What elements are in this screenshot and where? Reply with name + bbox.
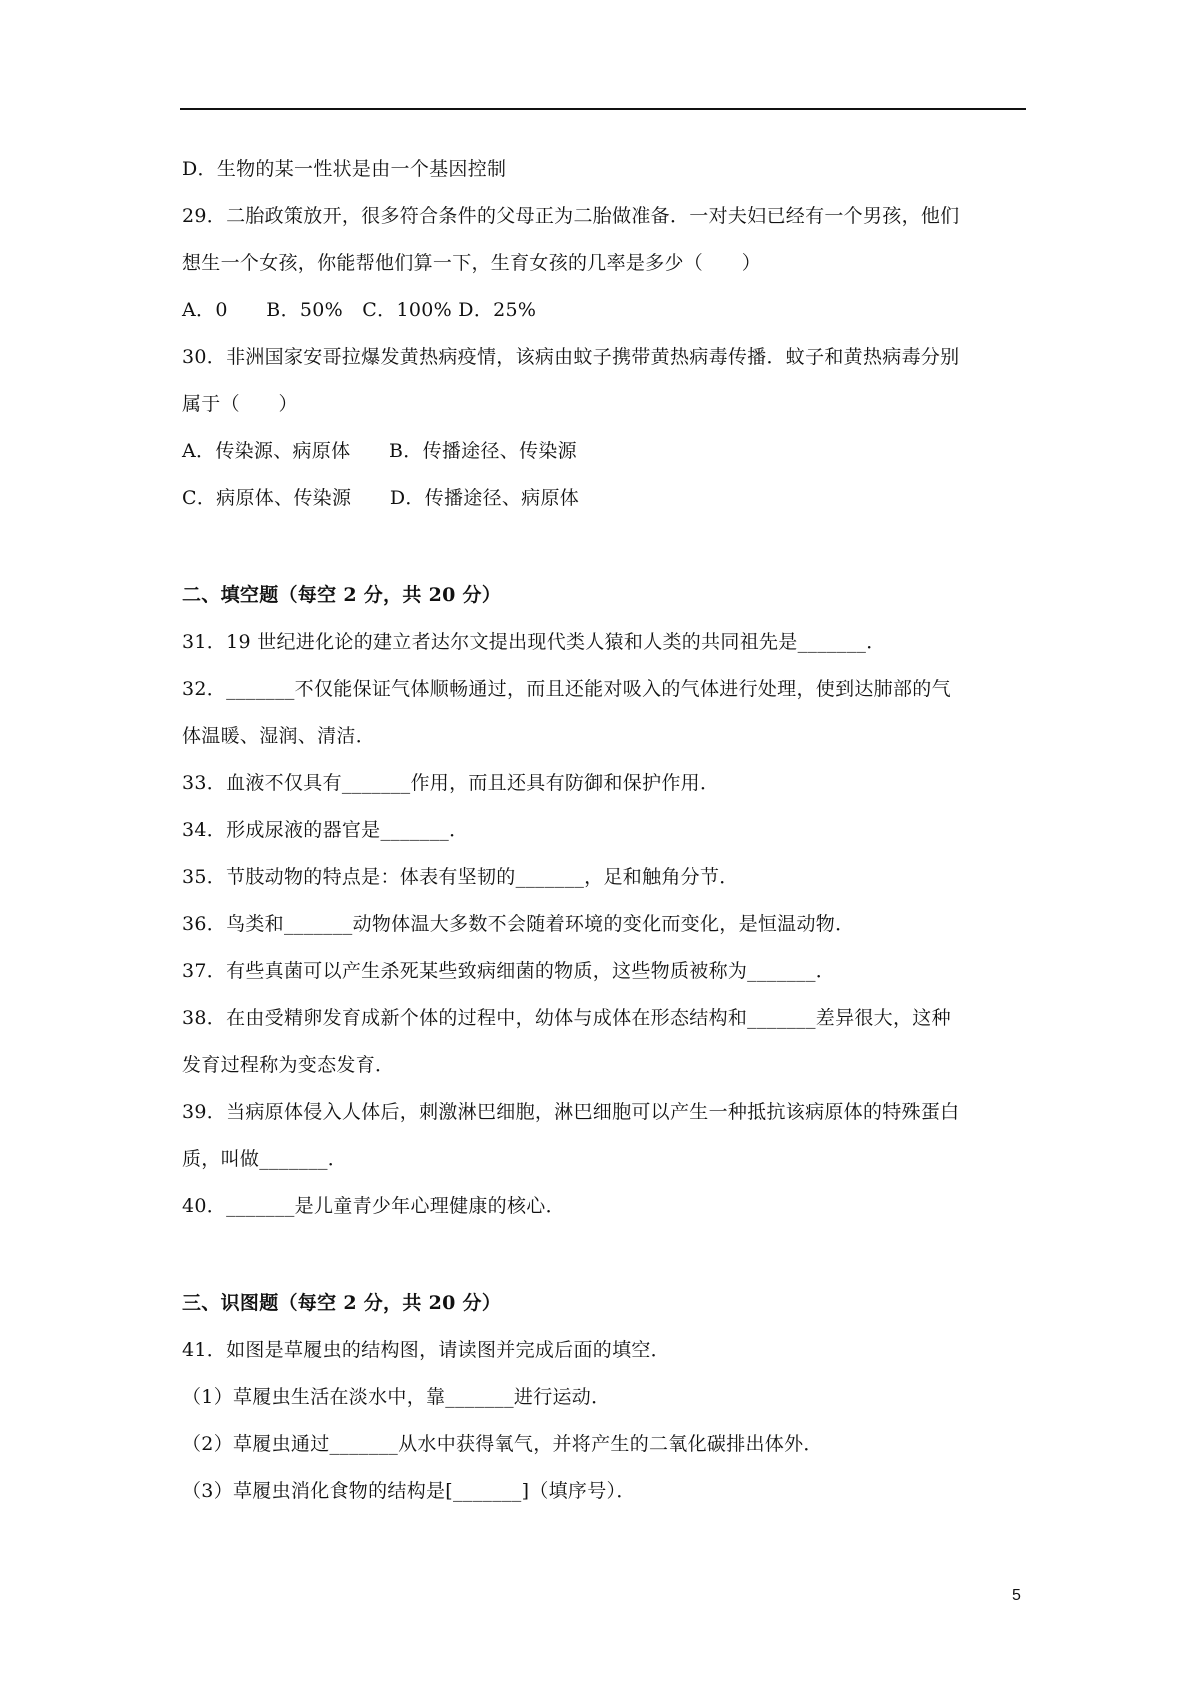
question-31: 31．19 世纪进化论的建立者达尔文提出现代类人猿和人类的共同祖先是_______． [182,631,886,653]
question-29-line-2: 想生一个女孩，你能帮他们算一下，生育女孩的几率是多少（ ） [182,252,762,274]
question-41: 41．如图是草履虫的结构图，请读图并完成后面的填空． [182,1339,670,1361]
question-30-line-2: 属于（ ） [182,393,298,415]
question-38-line-2: 发育过程称为变态发育． [182,1054,395,1076]
question-32-line-2: 体温暖、湿润、清洁． [182,725,376,747]
question-32-line-1: 32．_______不仅能保证气体顺畅通过，而且还能对吸入的气体进行处理，使到达肺部的气 [182,678,951,700]
question-30-options-ab: A．传染源、病原体 B．传播途径、传染源 [182,440,577,462]
question-41-part-2: （2）草履虫通过_______从水中获得氧气，并将产生的二氧化碳排出体外． [182,1433,823,1455]
question-40: 40．_______是儿童青少年心理健康的核心． [182,1195,565,1217]
section-heading-fill-in: 二、填空题（每空 2 分，共 20 分） [182,584,502,606]
question-39-line-2: 质，叫做_______． [182,1148,348,1170]
question-34: 34．形成尿液的器官是_______． [182,819,469,841]
option-28d: D．生物的某一性状是由一个基因控制 [182,158,507,180]
question-38-line-1: 38．在由受精卵发育成新个体的过程中，幼体与成体在形态结构和_______差异很大，这种 [182,1007,951,1029]
question-36: 36．鸟类和_______动物体温大多数不会随着环境的变化而变化，是恒温动物． [182,913,855,935]
question-39-line-1: 39．当病原体侵入人体后，刺激淋巴细胞，淋巴细胞可以产生一种抵抗该病原体的特殊蛋白 [182,1101,960,1123]
question-29-line-1: 29．二胎政策放开，很多符合条件的父母正为二胎做准备．一对夫妇已经有一个男孩，他们 [182,205,960,227]
question-33: 33．血液不仅具有_______作用，而且还具有防御和保护作用． [182,772,720,794]
page-number: 5 [1012,1587,1021,1604]
question-41-part-1: （1）草履虫生活在淡水中，靠_______进行运动． [182,1386,611,1408]
question-37: 37．有些真菌可以产生杀死某些致病细菌的物质，这些物质被称为_______． [182,960,836,982]
question-30-options-cd: C．病原体、传染源 D．传播途径、病原体 [182,487,580,509]
question-35: 35．节肢动物的特点是：体表有坚韧的_______，足和触角分节． [182,866,739,888]
question-41-part-3: （3）草履虫消化食物的结构是[_______]（填序号）． [182,1480,636,1502]
question-29-options: A．0 B．50% C．100% D．25% [182,299,537,321]
question-30-line-1: 30．非洲国家安哥拉爆发黄热病疫情，该病由蚊子携带黄热病毒传播．蚊子和黄热病毒分别 [182,346,960,368]
header-rule [180,108,1026,110]
section-heading-diagram: 三、识图题（每空 2 分，共 20 分） [182,1292,502,1314]
